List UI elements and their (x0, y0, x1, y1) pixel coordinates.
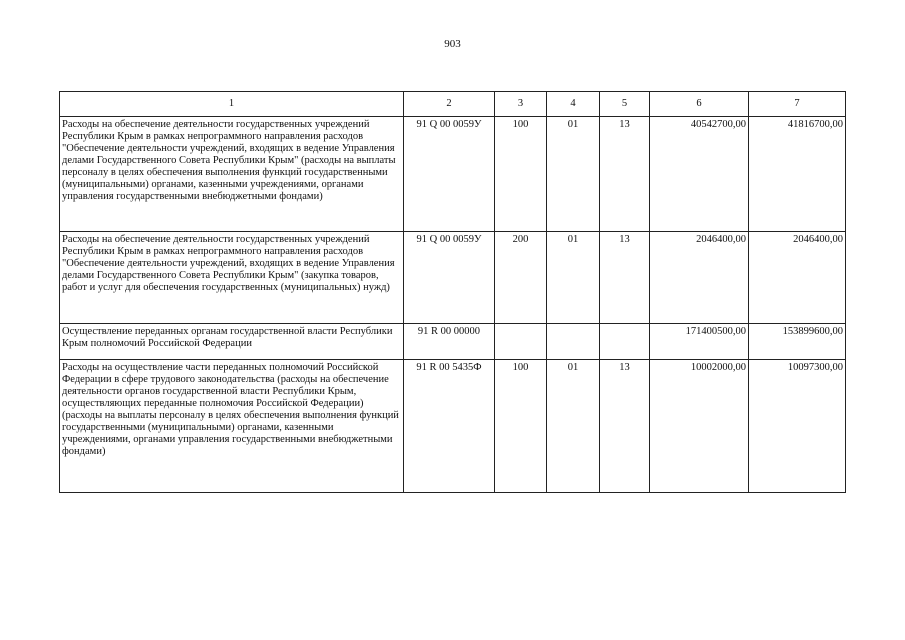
row-code: 91 Q 00 0059У (404, 117, 495, 232)
row-col-3: 100 (495, 117, 547, 232)
row-sum-7: 41816700,00 (749, 117, 846, 232)
row-col-5: 13 (600, 117, 650, 232)
page-number: 903 (444, 38, 461, 50)
header-col-5: 5 (600, 92, 650, 117)
header-col-1: 1 (60, 92, 404, 117)
budget-table (59, 91, 846, 493)
row-sum-6: 171400500,00 (650, 324, 749, 360)
row-sum-7: 10097300,00 (749, 360, 846, 493)
header-col-3: 3 (495, 92, 547, 117)
row-col-3: 200 (495, 232, 547, 324)
row-description: Расходы на обеспечение деятельности государственных учреждений Республики Крым в рамках непрограммного направления расходов "Обеспечение деятельности учреждений, входящих в ведение Управления делами Государственного Совета Республики Крым" (закупка товаров, работ и услуг для обеспечения государственных (муниципальных) нужд) (60, 232, 404, 324)
header-row (60, 92, 846, 117)
row-col-3 (495, 324, 547, 360)
row-description: Расходы на обеспечение деятельности государственных учреждений Республики Крым в рамках непрограммного направления расходов "Обеспечение деятельности учреждений, входящих в ведение Управления делами Государственного Совета Республики Крым" (расходы на выплаты персоналу в целях обеспечения выполнения функций государственными (муниципальными) органами, казенными учреждениями, органами управления государственными внебюджетными фондами) (60, 117, 404, 232)
table-row (60, 117, 846, 232)
row-col-3: 100 (495, 360, 547, 493)
row-col-5 (600, 324, 650, 360)
table-row (60, 360, 846, 493)
row-description: Расходы на осуществление части переданных полномочий Российской Федерации в сфере трудового законодательства (расходы на обеспечение деятельности органов государственной власти Республики Крым, осуществляющих переданные полномочия Российской Федерации) (расходы на выплаты персоналу в целях обеспечения выполнения функций государственными (муниципальными) органами, казенными учреждениями, органами управления государственными внебюджетными фондами) (60, 360, 404, 493)
row-description: Осуществление переданных органам государственной власти Республики Крым полномочий Российской Федерации (60, 324, 404, 360)
row-col-4: 01 (547, 360, 600, 493)
row-sum-6: 10002000,00 (650, 360, 749, 493)
row-col-4 (547, 324, 600, 360)
row-col-4: 01 (547, 117, 600, 232)
row-code: 91 R 00 5435Ф (404, 360, 495, 493)
row-sum-6: 2046400,00 (650, 232, 749, 324)
header-col-7: 7 (749, 92, 846, 117)
row-sum-6: 40542700,00 (650, 117, 749, 232)
table-row (60, 324, 846, 360)
header-col-4: 4 (547, 92, 600, 117)
row-col-4: 01 (547, 232, 600, 324)
header-col-2: 2 (404, 92, 495, 117)
row-col-5: 13 (600, 360, 650, 493)
row-col-5: 13 (600, 232, 650, 324)
header-col-6: 6 (650, 92, 749, 117)
row-sum-7: 153899600,00 (749, 324, 846, 360)
row-sum-7: 2046400,00 (749, 232, 846, 324)
table-row (60, 232, 846, 324)
row-code: 91 R 00 00000 (404, 324, 495, 360)
row-code: 91 Q 00 0059У (404, 232, 495, 324)
